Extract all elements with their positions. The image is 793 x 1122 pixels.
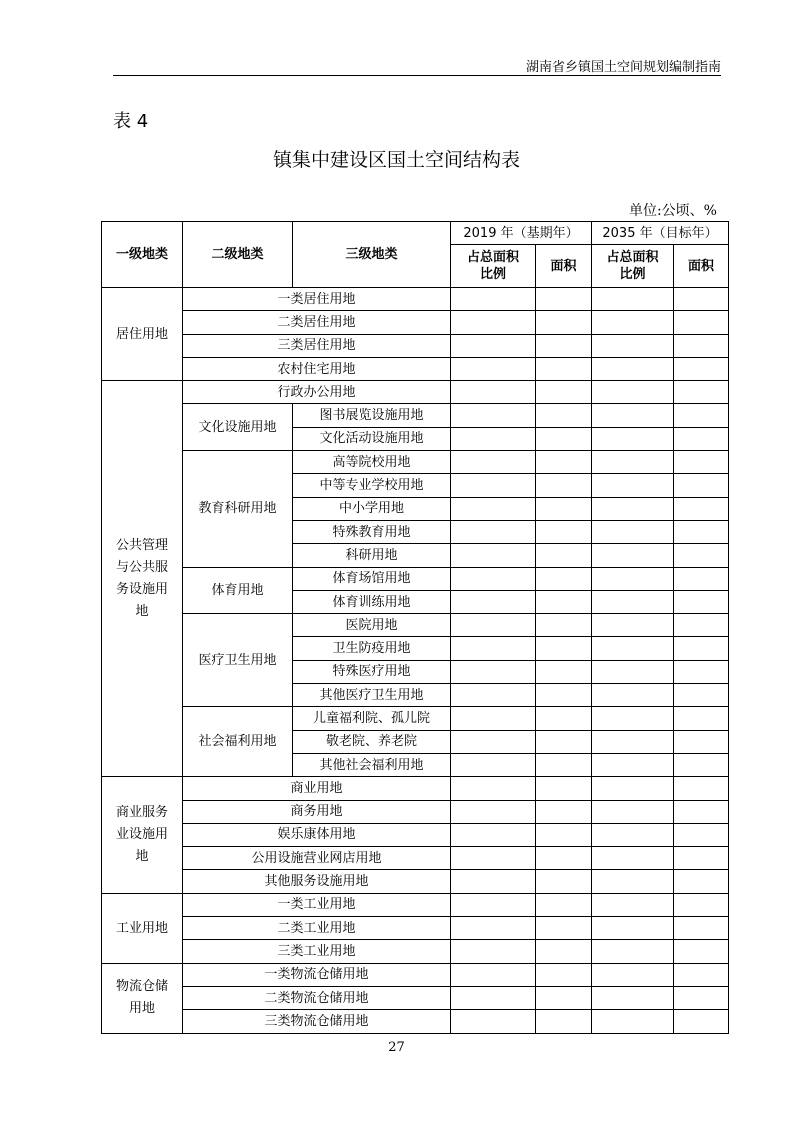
category-cell: 公用设施营业网店用地 <box>183 847 451 870</box>
data-cell[interactable] <box>674 404 729 427</box>
table-title: 镇集中建设区国土空间结构表 <box>272 149 520 171</box>
data-cell[interactable] <box>536 707 592 730</box>
group-public: 公共管理与公共服务设施用地 <box>102 381 183 777</box>
data-cell[interactable] <box>592 986 674 1009</box>
data-cell[interactable] <box>674 684 729 707</box>
data-cell[interactable] <box>592 1010 674 1033</box>
subgroup-culture: 文化设施用地 <box>183 404 293 451</box>
data-cell[interactable] <box>536 427 592 450</box>
category-cell: 中等专业学校用地 <box>293 474 451 497</box>
data-cell[interactable] <box>674 288 729 311</box>
data-cell[interactable] <box>536 986 592 1009</box>
category-cell: 特殊教育用地 <box>293 520 451 543</box>
data-cell[interactable] <box>674 520 729 543</box>
data-cell[interactable] <box>674 986 729 1009</box>
data-cell[interactable] <box>451 777 536 800</box>
data-cell[interactable] <box>451 637 536 660</box>
data-cell[interactable] <box>536 404 592 427</box>
category-cell: 医院用地 <box>293 614 451 637</box>
data-cell[interactable] <box>451 940 536 963</box>
group-residential: 居住用地 <box>102 288 183 381</box>
data-cell[interactable] <box>592 707 674 730</box>
data-cell[interactable] <box>451 404 536 427</box>
subgroup-welfare: 社会福利用地 <box>183 707 293 777</box>
data-cell[interactable] <box>674 707 729 730</box>
category-cell: 商务用地 <box>183 800 451 823</box>
header-base-ratio: 占总面积比例 <box>451 245 536 288</box>
data-cell[interactable] <box>536 1010 592 1033</box>
data-cell[interactable] <box>536 823 592 846</box>
category-cell: 体育训练用地 <box>293 590 451 613</box>
data-cell[interactable] <box>592 614 674 637</box>
group-industrial: 工业用地 <box>102 893 183 963</box>
category-cell: 一类物流仓储用地 <box>183 963 451 986</box>
data-cell[interactable] <box>536 614 592 637</box>
category-cell: 其他社会福利用地 <box>293 753 451 776</box>
data-cell[interactable] <box>592 917 674 940</box>
data-cell[interactable] <box>674 753 729 776</box>
data-cell[interactable] <box>674 357 729 380</box>
data-cell[interactable] <box>451 427 536 450</box>
data-cell[interactable] <box>674 730 729 753</box>
category-cell: 行政办公用地 <box>183 381 451 404</box>
data-cell[interactable] <box>451 614 536 637</box>
data-cell[interactable] <box>592 963 674 986</box>
data-cell[interactable] <box>674 427 729 450</box>
category-cell: 高等院校用地 <box>293 451 451 474</box>
data-cell[interactable] <box>592 590 674 613</box>
data-cell[interactable] <box>592 777 674 800</box>
data-cell[interactable] <box>592 847 674 870</box>
data-cell[interactable] <box>451 474 536 497</box>
data-cell[interactable] <box>592 311 674 334</box>
data-cell[interactable] <box>536 847 592 870</box>
data-cell[interactable] <box>451 357 536 380</box>
data-cell[interactable] <box>592 753 674 776</box>
data-cell[interactable] <box>674 847 729 870</box>
group-commercial: 商业服务业设施用地 <box>102 777 183 893</box>
data-cell[interactable] <box>674 800 729 823</box>
data-cell[interactable] <box>674 940 729 963</box>
header-level1: 一级地类 <box>102 222 183 288</box>
data-cell[interactable] <box>674 917 729 940</box>
data-cell[interactable] <box>592 427 674 450</box>
data-cell[interactable] <box>592 660 674 683</box>
header-base-year: 2019 年（基期年） <box>451 222 592 245</box>
category-cell: 体育场馆用地 <box>293 567 451 590</box>
data-cell[interactable] <box>536 381 592 404</box>
data-cell[interactable] <box>451 660 536 683</box>
data-cell[interactable] <box>451 567 536 590</box>
data-cell[interactable] <box>674 637 729 660</box>
data-cell[interactable] <box>536 497 592 520</box>
data-cell[interactable] <box>674 777 729 800</box>
header-level2: 二级地类 <box>183 222 293 288</box>
data-cell[interactable] <box>592 520 674 543</box>
data-cell[interactable] <box>451 893 536 916</box>
data-cell[interactable] <box>536 474 592 497</box>
category-cell: 科研用地 <box>293 544 451 567</box>
category-cell: 文化活动设施用地 <box>293 427 451 450</box>
data-cell[interactable] <box>592 288 674 311</box>
data-cell[interactable] <box>592 684 674 707</box>
data-cell[interactable] <box>451 381 536 404</box>
data-cell[interactable] <box>536 288 592 311</box>
data-cell[interactable] <box>674 544 729 567</box>
data-cell[interactable] <box>674 614 729 637</box>
data-cell[interactable] <box>674 381 729 404</box>
category-cell: 三类居住用地 <box>183 334 451 357</box>
subgroup-medical: 医疗卫生用地 <box>183 614 293 707</box>
header-level3: 三级地类 <box>293 222 451 288</box>
category-cell: 中小学用地 <box>293 497 451 520</box>
data-cell[interactable] <box>536 870 592 893</box>
data-cell[interactable] <box>536 777 592 800</box>
data-cell[interactable] <box>451 986 536 1009</box>
unit-note: 单位:公顷、% <box>628 203 717 219</box>
data-cell[interactable] <box>536 753 592 776</box>
data-cell[interactable] <box>592 637 674 660</box>
category-cell: 敬老院、养老院 <box>293 730 451 753</box>
data-cell[interactable] <box>451 730 536 753</box>
data-cell[interactable] <box>536 963 592 986</box>
data-cell[interactable] <box>592 404 674 427</box>
subgroup-education: 教育科研用地 <box>183 451 293 567</box>
data-cell[interactable] <box>592 474 674 497</box>
data-cell[interactable] <box>451 684 536 707</box>
data-cell[interactable] <box>536 917 592 940</box>
data-cell[interactable] <box>592 451 674 474</box>
category-cell: 二类工业用地 <box>183 917 451 940</box>
category-cell: 娱乐康体用地 <box>183 823 451 846</box>
data-cell[interactable] <box>451 917 536 940</box>
data-cell[interactable] <box>536 451 592 474</box>
category-cell: 二类居住用地 <box>183 311 451 334</box>
data-cell[interactable] <box>451 451 536 474</box>
data-cell[interactable] <box>592 800 674 823</box>
data-cell[interactable] <box>536 800 592 823</box>
category-cell: 其他医疗卫生用地 <box>293 684 451 707</box>
category-cell: 三类工业用地 <box>183 940 451 963</box>
data-cell[interactable] <box>451 311 536 334</box>
data-cell[interactable] <box>592 870 674 893</box>
data-cell[interactable] <box>451 963 536 986</box>
data-cell[interactable] <box>674 497 729 520</box>
category-cell: 农村住宅用地 <box>183 357 451 380</box>
category-cell: 三类物流仓储用地 <box>183 1010 451 1033</box>
header-target-year: 2035 年（目标年） <box>592 222 729 245</box>
data-cell[interactable] <box>451 823 536 846</box>
data-cell[interactable] <box>592 334 674 357</box>
data-cell[interactable] <box>592 940 674 963</box>
data-cell[interactable] <box>674 334 729 357</box>
data-cell[interactable] <box>592 544 674 567</box>
data-cell[interactable] <box>674 590 729 613</box>
data-cell[interactable] <box>451 288 536 311</box>
category-cell: 儿童福利院、孤儿院 <box>293 707 451 730</box>
data-cell[interactable] <box>592 730 674 753</box>
data-cell[interactable] <box>592 381 674 404</box>
running-header: 湖南省乡镇国土空间规划编制指南 <box>525 60 721 75</box>
data-cell[interactable] <box>536 730 592 753</box>
data-cell[interactable] <box>451 590 536 613</box>
data-cell[interactable] <box>592 567 674 590</box>
data-cell[interactable] <box>592 823 674 846</box>
header-target-area: 面积 <box>674 245 729 288</box>
data-cell[interactable] <box>536 567 592 590</box>
data-cell[interactable] <box>451 847 536 870</box>
data-cell[interactable] <box>674 474 729 497</box>
data-cell[interactable] <box>674 311 729 334</box>
data-cell[interactable] <box>451 753 536 776</box>
land-structure-table <box>101 221 729 1034</box>
category-cell: 卫生防疫用地 <box>293 637 451 660</box>
page-number: 27 <box>388 1040 405 1055</box>
data-cell[interactable] <box>536 590 592 613</box>
header-rule <box>113 75 721 76</box>
data-cell[interactable] <box>536 660 592 683</box>
data-cell[interactable] <box>451 1010 536 1033</box>
data-cell[interactable] <box>536 684 592 707</box>
data-cell[interactable] <box>674 823 729 846</box>
data-cell[interactable] <box>536 637 592 660</box>
data-cell[interactable] <box>536 520 592 543</box>
data-cell[interactable] <box>451 544 536 567</box>
category-cell: 二类物流仓储用地 <box>183 986 451 1009</box>
data-cell[interactable] <box>674 660 729 683</box>
header-target-ratio: 占总面积比例 <box>592 245 674 288</box>
header-base-area: 面积 <box>536 245 592 288</box>
data-cell[interactable] <box>451 870 536 893</box>
data-cell[interactable] <box>451 497 536 520</box>
data-cell[interactable] <box>592 497 674 520</box>
data-cell[interactable] <box>451 520 536 543</box>
data-cell[interactable] <box>536 940 592 963</box>
data-cell[interactable] <box>536 311 592 334</box>
table-label: 表 4 <box>113 111 149 132</box>
data-cell[interactable] <box>674 870 729 893</box>
data-cell[interactable] <box>674 963 729 986</box>
data-cell[interactable] <box>451 334 536 357</box>
data-cell[interactable] <box>536 334 592 357</box>
data-cell[interactable] <box>592 893 674 916</box>
data-cell[interactable] <box>536 544 592 567</box>
category-cell: 图书展览设施用地 <box>293 404 451 427</box>
data-cell[interactable] <box>536 357 592 380</box>
data-cell[interactable] <box>674 451 729 474</box>
group-logistics: 物流仓储用地 <box>102 963 183 1033</box>
data-cell[interactable] <box>674 567 729 590</box>
category-cell: 一类工业用地 <box>183 893 451 916</box>
category-cell: 商业用地 <box>183 777 451 800</box>
data-cell[interactable] <box>592 357 674 380</box>
data-cell[interactable] <box>674 1010 729 1033</box>
category-cell: 特殊医疗用地 <box>293 660 451 683</box>
data-cell[interactable] <box>536 893 592 916</box>
category-cell: 其他服务设施用地 <box>183 870 451 893</box>
subgroup-sports: 体育用地 <box>183 567 293 614</box>
data-cell[interactable] <box>674 893 729 916</box>
data-cell[interactable] <box>451 800 536 823</box>
data-cell[interactable] <box>451 707 536 730</box>
category-cell: 一类居住用地 <box>183 288 451 311</box>
